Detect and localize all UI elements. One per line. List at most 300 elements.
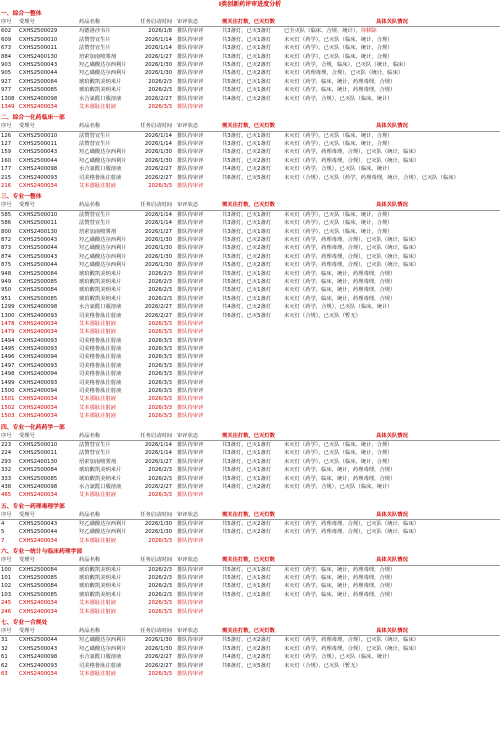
cell-lights: 共4盏灯，已灭2盏灯 [222, 483, 272, 490]
cell-drug-name: 司美格鲁肽注射液 [79, 379, 122, 386]
cell-lights: 共4盏灯，已灭2盏灯 [222, 654, 272, 661]
cell-no: 127 [1, 141, 12, 148]
cell-detail: 未灭灯（药学，临床，统计，药理毒理，合规） [284, 583, 396, 590]
section-1 [0, 10, 500, 111]
cell-start-date: 2026/3/3 [148, 329, 172, 336]
cell-lights [222, 379, 284, 387]
cell-review-status: 排队待审评 [177, 537, 204, 544]
cell-lights [222, 103, 284, 111]
cell-acceptance-no: CXHS2400034 [19, 183, 58, 190]
table-row [0, 483, 500, 491]
cell-no: 873 [1, 245, 12, 252]
table-row [0, 328, 500, 336]
table-header-row [0, 122, 500, 131]
cell-start-date: 2026/2/27 [144, 166, 172, 173]
cell-detail: 未灭灯（药学，药理毒理，合规），已灭队（统计，临床） [284, 637, 420, 644]
cell-detail: 未灭灯（合规），已灭队（暂无） [284, 662, 361, 669]
table-row [0, 566, 500, 574]
section-3 [0, 190, 500, 420]
cell-review-status: 排队待审评 [177, 312, 204, 319]
cell-detail [284, 320, 500, 328]
cell-acceptance-no: CXHS2500043 [19, 236, 58, 243]
table-row [0, 345, 500, 353]
table-row [0, 278, 500, 286]
cell-drug-name: 水合氯醛口服溶液 [79, 95, 122, 102]
section-title: 六、专业一统计与临床药理学部 [1, 549, 83, 556]
cell-lights: 共3盏灯，已灭1盏灯 [222, 220, 272, 227]
cell-no: 61 [1, 654, 8, 661]
cell-acceptance-no: CXHS2400094 [19, 388, 58, 395]
cell-no: 1300 [1, 312, 15, 319]
cell-review-status: 排队待审评 [177, 413, 204, 420]
cell-no: 949 [1, 278, 12, 285]
table-row [0, 466, 500, 474]
header-cell: 具体关队情况 [376, 432, 408, 439]
cell-detail: 未灭灯（药学，临床，统计，药理毒理，合规） [284, 566, 396, 573]
table-row [0, 27, 500, 35]
table-row [0, 53, 500, 61]
cell-no: 884 [1, 53, 12, 60]
header-cell: 序号 [1, 511, 12, 518]
table-row [0, 261, 500, 269]
cell-lights: 共5盏灯，已灭2盏灯 [222, 61, 272, 68]
cell-review-status: 排队待审评 [177, 404, 204, 411]
cell-lights: 共3盏灯，已灭3盏灯 [222, 28, 272, 35]
cell-lights: 共5盏灯，已灭1盏灯 [222, 87, 272, 94]
cell-start-date: 2026/1/14 [144, 141, 172, 148]
cell-no: 1494 [1, 337, 15, 344]
cell-lights: 共5盏灯，已灭1盏灯 [222, 475, 272, 482]
cell-start-date: 2026/2/3 [148, 87, 172, 94]
table-header-row [0, 511, 500, 520]
cell-no: 102 [1, 583, 12, 590]
cell-detail: 未灭灯（药学），已灭队（临床，统计，合规） [284, 211, 393, 218]
table-row [0, 458, 500, 466]
header-cell: 受理号 [19, 557, 35, 564]
section-title: 四、专业一化药药学一部 [1, 424, 65, 431]
table-row [0, 412, 500, 420]
cell-detail: 未灭灯（药学，临床，统计，药理毒理，合规） [284, 467, 396, 474]
cell-lights: 共5盏灯，已灭2盏灯 [222, 645, 272, 652]
cell-start-date: 2026/1/14 [144, 45, 172, 52]
cell-review-status: 排队待审评 [177, 467, 204, 474]
cell-review-status: 排队待审评 [177, 28, 204, 35]
cell-acceptance-no: CXHS2500085 [19, 87, 58, 94]
header-cell: 审评状态 [177, 511, 199, 518]
cell-acceptance-no: CXHS2500085 [19, 591, 58, 598]
cell-drug-name: 琥珀酸凯美纳米片 [79, 78, 122, 85]
cell-review-status: 排队待审评 [177, 262, 204, 269]
cell-no: 246 [1, 608, 12, 615]
cell-no: 927 [1, 78, 12, 85]
cell-acceptance-no: CXHS2500084 [19, 583, 58, 590]
cell-acceptance-no: CXHS2400098 [19, 95, 58, 102]
section-title: 七、专业一合规处 [1, 620, 48, 626]
cell-drug-name: 琥珀酸凯美纳米片 [79, 591, 122, 598]
cell-start-date: 2026/2/3 [148, 467, 172, 474]
cell-acceptance-no: CXHS2400098 [19, 166, 58, 173]
header-cell: 任务启动时间 [140, 432, 172, 439]
cell-drug-name: 培索加南喷雾剂 [79, 458, 117, 465]
cell-review-status: 排队待审评 [177, 95, 204, 102]
cell-acceptance-no: CXHS2500043 [19, 521, 58, 528]
cell-drug-name: 琥珀酸凯美纳米片 [79, 270, 122, 277]
cell-detail: 未灭灯（药学，药理毒理，合规），已灭队（统计，临床） [284, 521, 420, 528]
cell-no: 872 [1, 236, 12, 243]
cell-review-status: 排队待审评 [177, 132, 204, 139]
cell-review-status: 排队待审评 [177, 36, 204, 43]
cell-lights [222, 370, 284, 378]
cell-review-status: 排队待审评 [177, 45, 204, 52]
cell-review-status: 排队待审评 [177, 141, 204, 148]
table-row [0, 475, 500, 483]
cell-lights [222, 412, 284, 420]
cell-drug-name: 艾本那肽注射液 [79, 404, 117, 411]
cell-lights: 共5盏灯，已灭1盏灯 [222, 591, 272, 598]
cell-review-status: 排队待审评 [177, 236, 204, 243]
header-cell: 需关注打数，已灭灯数 [222, 511, 275, 518]
cell-no: 1503 [1, 413, 15, 420]
table-row [0, 662, 500, 670]
cell-start-date: 2026/1/14 [144, 211, 172, 218]
cell-start-date: 2026/3/3 [148, 608, 172, 615]
cell-no: 1496 [1, 354, 15, 361]
cell-no: 609 [1, 36, 12, 43]
cell-no: 1308 [1, 95, 15, 102]
cell-detail [284, 328, 500, 336]
cell-review-status: 排队待审评 [177, 591, 204, 598]
header-cell: 药品名称 [79, 557, 101, 564]
cell-detail: 未灭灯（药学，合规），已灭队（临床，统计） [284, 166, 393, 173]
cell-drug-name: 司美格鲁肽注射液 [79, 174, 122, 181]
header-cell: 序号 [1, 19, 12, 25]
cell-start-date: 2026/1/14 [144, 450, 172, 457]
table-row [0, 379, 500, 387]
cell-review-status: 排队待审评 [177, 253, 204, 260]
cell-lights: 共5盏灯，已灭2盏灯 [222, 521, 272, 528]
cell-review-status: 排队待审评 [177, 662, 204, 669]
cell-no: 62 [1, 662, 8, 669]
cell-no: 223 [1, 441, 12, 448]
cell-no: 4 [1, 521, 5, 528]
cell-start-date: 2026/1/30 [144, 253, 172, 260]
cell-detail: 未灭灯（药学），已灭队（临床，统计，合规） [284, 220, 393, 227]
cell-acceptance-no: CXHS2400093 [19, 346, 58, 353]
cell-review-status: 排队待审评 [177, 166, 204, 173]
cell-lights: 共5盏灯，已灭2盏灯 [222, 637, 272, 644]
cell-acceptance-no: CXHS2400034 [19, 492, 58, 499]
cell-review-status: 排队待审评 [177, 362, 204, 369]
cell-start-date: 2026/3/3 [148, 371, 172, 378]
cell-drug-name: 培索加南喷雾剂 [79, 53, 117, 60]
cell-detail [284, 412, 500, 420]
cell-no: 950 [1, 287, 12, 294]
cell-detail: 未灭灯（药学，药理毒理，合规），已灭队（统计，临床） [284, 245, 420, 252]
cell-review-status: 排队待审评 [177, 245, 204, 252]
cell-start-date: 2026/2/3 [148, 78, 172, 85]
cell-drug-name: 法赞替宜生片 [79, 220, 111, 227]
table-header-row [0, 627, 500, 636]
cell-review-status: 排队待审评 [177, 492, 204, 499]
cell-detail [284, 387, 500, 395]
cell-detail: 未灭灯（药学，药理毒理，合规），已灭队（统计，临床） [284, 149, 420, 156]
cell-start-date: 2026/1/30 [144, 521, 172, 528]
cell-drug-name: 羟乙磺酸达尔西利片 [79, 61, 127, 68]
cell-drug-name: 法赞替宜生片 [79, 132, 111, 139]
table-row [0, 244, 500, 252]
cell-no: 438 [1, 483, 12, 490]
table-row [0, 645, 500, 653]
cell-no: 875 [1, 262, 12, 269]
header-cell: 受理号 [19, 511, 35, 518]
cell-review-status: 排队待审评 [177, 450, 204, 457]
cell-review-status: 排队待审评 [177, 354, 204, 361]
cell-drug-name: 羟乙磺酸达尔西利片 [79, 262, 127, 269]
cell-start-date: 2026/2/3 [148, 583, 172, 590]
cell-detail: 未灭灯（药学），已灭队（临床，统计，合规） [284, 458, 393, 465]
cell-no: 7 [1, 537, 5, 544]
cell-drug-name: 琥珀酸凯美纳米片 [79, 467, 122, 474]
cell-acceptance-no: CXHS2500043 [19, 253, 58, 260]
cell-no: 585 [1, 211, 12, 218]
table-row [0, 61, 500, 69]
cell-lights [222, 362, 284, 370]
cell-no: 215 [1, 174, 12, 181]
header-cell: 任务启动时间 [140, 557, 172, 564]
cell-review-status: 排队待审评 [177, 211, 204, 218]
cell-drug-name: 艾本那肽注射液 [79, 600, 117, 607]
cell-no: 586 [1, 220, 12, 227]
cell-drug-name: 艾本那肽注射液 [79, 670, 117, 677]
table-row [0, 353, 500, 361]
cell-review-status: 排队待审评 [177, 608, 204, 615]
cell-lights [222, 395, 284, 403]
cell-lights: 共3盏灯，已灭1盏灯 [222, 141, 272, 148]
cell-start-date: 2026/1/30 [144, 262, 172, 269]
cell-drug-name: 琥珀酸凯美纳米片 [79, 287, 122, 294]
cell-lights [222, 599, 284, 607]
cell-review-status: 排队待审评 [177, 637, 204, 644]
page-title: I类创新药评审进度分析 [218, 1, 282, 8]
cell-detail [284, 670, 500, 678]
cell-no: 1501 [1, 396, 15, 403]
cell-review-status: 排队待审评 [177, 287, 204, 294]
header-cell: 受理号 [19, 628, 35, 634]
cell-start-date: 2026/1/30 [144, 245, 172, 252]
cell-drug-name: 羟乙磺酸达尔西利片 [79, 149, 127, 156]
section-title: 一、综合一整体 [1, 11, 42, 17]
cell-start-date: 2026/3/3 [148, 379, 172, 386]
table-row [0, 228, 500, 236]
cell-lights: 共4盏灯，已灭2盏灯 [222, 166, 272, 173]
cell-start-date: 2026/1/30 [144, 529, 172, 536]
cell-drug-name: 法赞替宜生片 [79, 36, 111, 43]
table-header-row [0, 201, 500, 210]
cell-acceptance-no: CXHS2400093 [19, 174, 58, 181]
header-cell: 药品名称 [79, 511, 101, 518]
cell-no: 951 [1, 295, 12, 302]
header-cell: 序号 [1, 557, 12, 564]
cell-acceptance-no: CXHS2500011 [19, 141, 58, 148]
cell-detail [284, 537, 500, 545]
table-row [0, 303, 500, 311]
cell-lights: 共5盏灯，已灭2盏灯 [222, 253, 272, 260]
cell-drug-name: 琥珀酸凯美纳米片 [79, 87, 122, 94]
cell-detail: 未灭灯（药学），已灭队（临床，统计，合规） [284, 53, 393, 60]
cell-no: 602 [1, 28, 12, 35]
cell-detail: 未灭灯（药学，合规），已灭队（临床，统计） [284, 304, 393, 311]
cell-acceptance-no: CXHS2400034 [19, 413, 58, 420]
cell-no: 101 [1, 575, 12, 582]
cell-drug-name: 琥珀酸凯美纳米片 [79, 566, 122, 573]
cell-lights: 共3盏灯，已灭1盏灯 [222, 53, 272, 60]
cell-no: 333 [1, 475, 12, 482]
cell-start-date: 2026/1/30 [144, 70, 172, 77]
cell-no: 673 [1, 45, 12, 52]
cell-drug-name: 司美格鲁肽注射液 [79, 388, 122, 395]
cell-acceptance-no: CXHS2500084 [19, 270, 58, 277]
cell-no: 5 [1, 529, 5, 536]
cell-lights: 共5盏灯，已灭1盏灯 [222, 278, 272, 285]
header-cell: 任务启动时间 [140, 123, 172, 130]
cell-start-date: 2026/1/14 [144, 441, 172, 448]
cell-acceptance-no: CXHS2400034 [19, 537, 58, 544]
cell-review-status: 排队待审评 [177, 278, 204, 285]
cell-detail: 未灭灯（药学），已灭队（临床，统计，合规） [284, 141, 393, 148]
cell-drug-name: 司美格鲁肽注射液 [79, 346, 122, 353]
cell-review-status: 排队待审评 [177, 149, 204, 156]
cell-acceptance-no: CXHS2500010 [19, 211, 58, 218]
cell-lights: 共3盏灯，已灭1盏灯 [222, 450, 272, 457]
cell-review-status: 排队待审评 [177, 174, 204, 181]
cell-drug-name: 法赞替宜生片 [79, 141, 111, 148]
section-title: 五、专业一药理毒理学部 [1, 503, 65, 510]
cell-lights: 共5盏灯，已灭1盏灯 [222, 295, 272, 302]
cell-drug-name: 水合氯醛口服溶液 [79, 166, 122, 173]
cell-review-status: 排队待审评 [177, 371, 204, 378]
cell-start-date: 2026/2/27 [144, 95, 172, 102]
cell-no: 1349 [1, 103, 15, 110]
cell-detail: 未灭灯（药学，药理毒理，合规），已灭队（统计，临床） [284, 529, 420, 536]
cell-review-status: 排队待审评 [177, 670, 204, 677]
cell-no: 1299 [1, 304, 15, 311]
cell-detail [284, 103, 500, 111]
table-row [0, 95, 500, 103]
table-row [0, 404, 500, 412]
cell-detail: 未灭灯（药学，药理毒理，合规），已灭队（统计，临床） [284, 236, 420, 243]
cell-start-date: 2026/1/8 [148, 28, 172, 35]
cell-acceptance-no: CXHS2400034 [19, 608, 58, 615]
cell-review-status: 排队待审评 [177, 600, 204, 607]
table-row [0, 157, 500, 165]
table-row [0, 337, 500, 345]
cell-no: 126 [1, 132, 12, 139]
cell-drug-name: 羟乙磺酸达尔西利片 [79, 529, 127, 536]
cell-start-date: 2026/2/27 [144, 483, 172, 490]
cell-no: 216 [1, 183, 12, 190]
header-cell: 具体关队情况 [376, 628, 408, 634]
section-5 [0, 500, 500, 546]
cell-review-status: 排队待审评 [177, 220, 204, 227]
cell-detail [284, 379, 500, 387]
cell-review-status: 排队待审评 [177, 441, 204, 448]
cell-acceptance-no: CXHS2500029 [19, 28, 58, 35]
header-cell: 需关注打数，已灭灯数 [222, 202, 275, 209]
cell-drug-name: 水合氯醛口服溶液 [79, 483, 122, 490]
section-title: 二、综合一化药临床一部 [1, 115, 65, 122]
cell-drug-name: 羟乙磺酸达尔西利片 [79, 521, 127, 528]
cell-start-date: 2026/3/3 [148, 183, 172, 190]
cell-acceptance-no: CXHS2400034 [19, 396, 58, 403]
section-4 [0, 421, 500, 500]
cell-acceptance-no: CXHS2500085 [19, 278, 58, 285]
table-row [0, 599, 500, 607]
header-cell: 审评状态 [177, 19, 199, 25]
cell-lights: 共5盏灯，已灭1盏灯 [222, 287, 272, 294]
cell-lights [222, 337, 284, 345]
table-row [0, 537, 500, 545]
cell-detail [284, 491, 500, 499]
cell-acceptance-no: CXHS2400098 [19, 483, 58, 490]
cell-detail: 未灭灯（药学，临床，统计，药理毒理，合规） [284, 270, 396, 277]
cell-drug-name: 羟乙磺酸达尔西利片 [79, 70, 127, 77]
cell-drug-name: 司美格鲁肽注射液 [79, 362, 122, 369]
cell-detail: 未灭灯（药学），已灭队（临床，统计，合规） [284, 36, 393, 43]
cell-lights: 共5盏灯，已灭2盏灯 [222, 236, 272, 243]
header-cell: 受理号 [19, 123, 35, 130]
cell-lights [222, 345, 284, 353]
table-row [0, 441, 500, 449]
cell-start-date: 2026/1/30 [144, 236, 172, 243]
cell-review-status: 排队待审评 [177, 645, 204, 652]
cell-acceptance-no: CXHS2500044 [19, 157, 58, 164]
cell-lights: 共5盏灯，已灭2盏灯 [222, 149, 272, 156]
cell-no: 903 [1, 61, 12, 68]
cell-acceptance-no: CXHS2400034 [19, 329, 58, 336]
cell-lights: 共6盏灯，已灭5盏灯 [222, 312, 272, 319]
cell-start-date: 2026/2/27 [144, 304, 172, 311]
cell-no: 224 [1, 450, 12, 457]
cell-no: 1498 [1, 371, 15, 378]
cell-drug-name: 司美格鲁肽注射液 [79, 371, 122, 378]
cell-lights: 共3盏灯，已灭1盏灯 [222, 228, 272, 235]
cell-detail: 未灭灯（药学，临床，统计，药理毒理，合规） [284, 78, 396, 85]
table-row [0, 286, 500, 294]
table-row [0, 165, 500, 173]
table-row [0, 520, 500, 528]
cell-drug-name: 艾本那肽注射液 [79, 608, 117, 615]
cell-no: 905 [1, 70, 12, 77]
header-cell: 序号 [1, 432, 12, 439]
cell-acceptance-no: CXHS2400034 [19, 670, 58, 677]
cell-start-date: 2026/2/3 [148, 278, 172, 285]
cell-no: 63 [1, 670, 8, 677]
cell-lights: 共5盏灯，已灭1盏灯 [222, 583, 272, 590]
cell-acceptance-no: CXHS2500084 [19, 467, 58, 474]
cell-acceptance-no: CXHS2500044 [19, 262, 58, 269]
cell-acceptance-no: CXHS2500084 [19, 287, 58, 294]
cell-detail: 未灭灯（药学，合规），已灭队（临床，统计） [284, 654, 393, 661]
header-cell: 药品名称 [79, 628, 101, 634]
cell-acceptance-no: CXHS2500084 [19, 566, 58, 573]
cell-lights [222, 404, 284, 412]
cell-drug-name: 艾本那肽注射液 [79, 492, 117, 499]
table-row [0, 582, 500, 590]
cell-detail [284, 370, 500, 378]
cell-lights: 共5盏灯，已灭1盏灯 [222, 566, 272, 573]
cell-lights: 共6盏灯，已灭5盏灯 [222, 662, 272, 669]
cell-lights: 共3盏灯，已灭1盏灯 [222, 45, 272, 52]
